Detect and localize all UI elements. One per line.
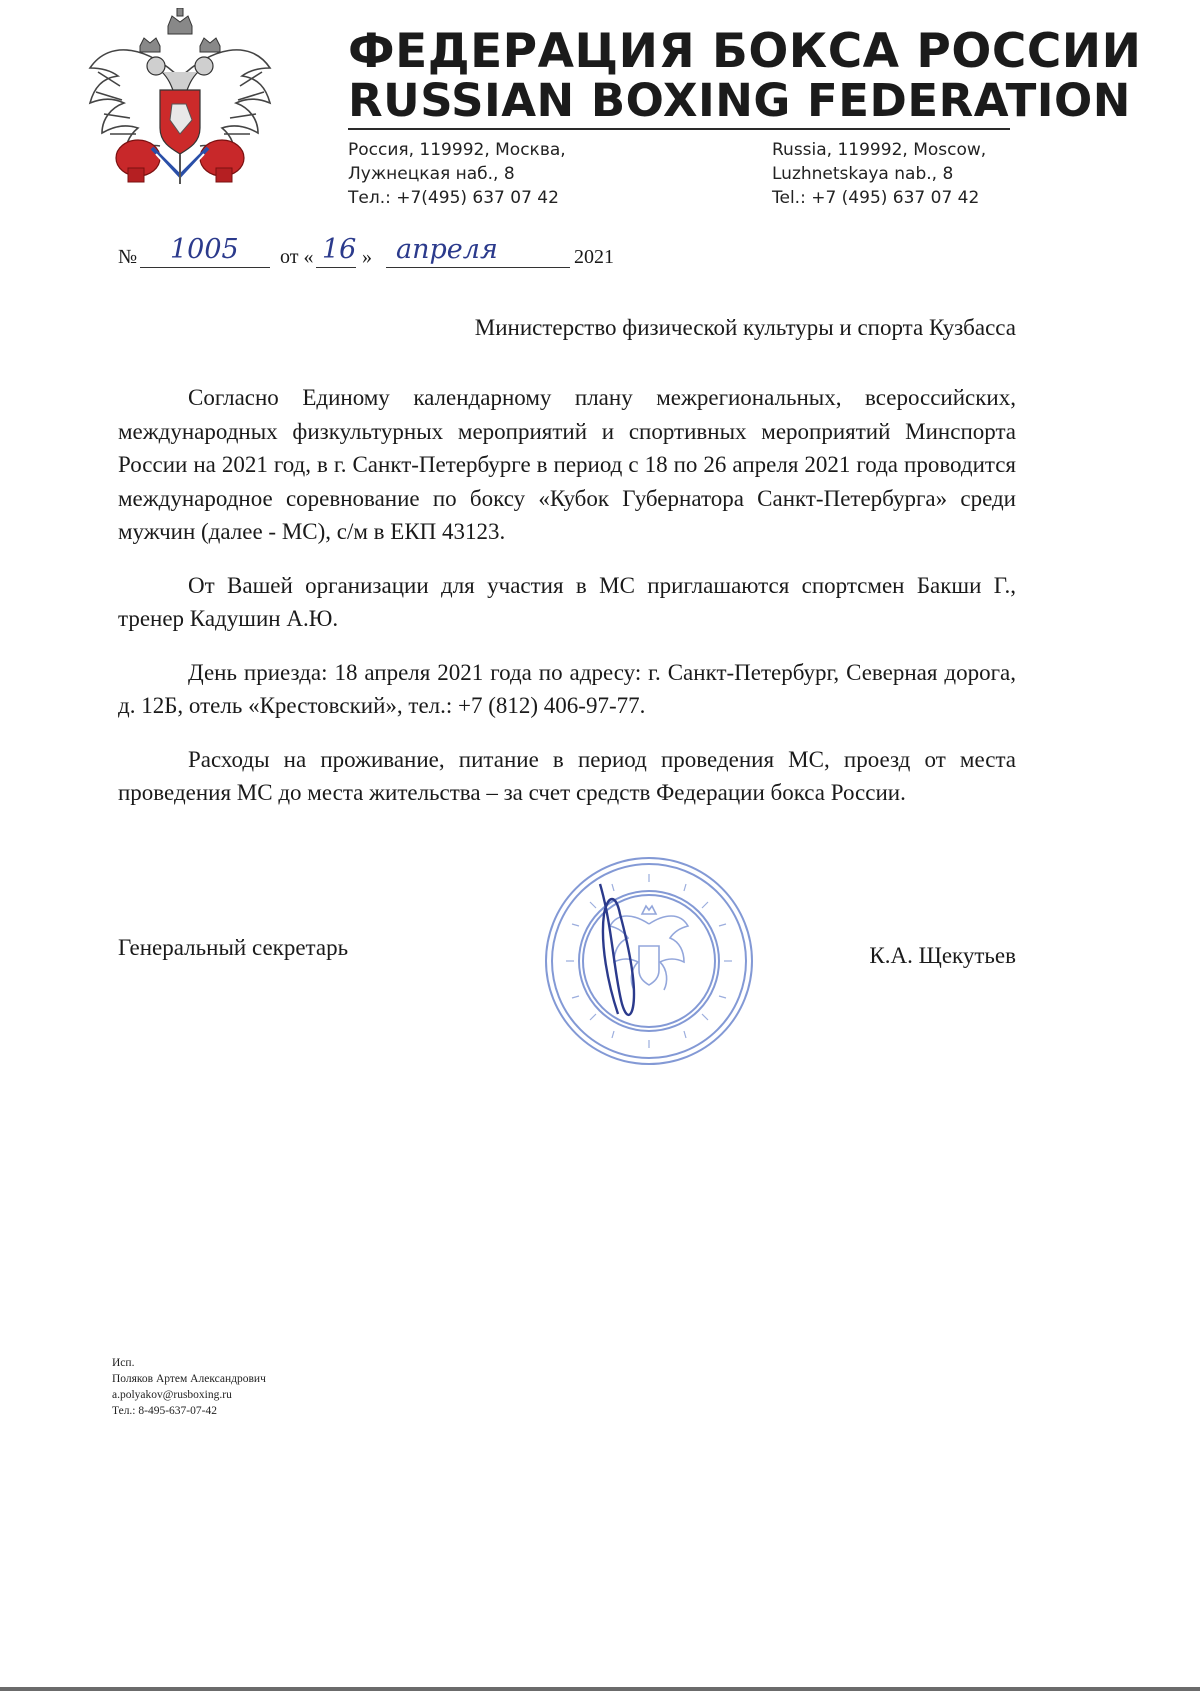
executor-email: a.polyakov@rusboxing.ru <box>112 1389 232 1401</box>
executor-block <box>112 1355 266 1419</box>
day-underline <box>316 267 356 268</box>
address-ru-line: Россия, 119992, Москва, <box>348 140 566 160</box>
number-underline <box>140 267 270 268</box>
date-label: от « <box>280 246 314 268</box>
executor-name: Поляков Артем Александрович <box>112 1373 266 1385</box>
body-paragraph: От Вашей организации для участия в МС приглашаются спортсмен Бакши Г., тренер Кадушин А.Ю. <box>118 572 1016 631</box>
month-value: апреля <box>396 234 498 265</box>
org-name-en: RUSSIAN BOXING FEDERATION <box>348 74 1131 127</box>
executor-label: Исп. <box>112 1357 135 1369</box>
address-ru-line: Лужнецкая наб., 8 <box>348 164 515 184</box>
letter-body <box>118 381 1016 810</box>
body-paragraph: Согласно Единому календарному плану межрегиональных, всероссийских, международных физкультурных мероприятий и спортивных мероприятий Минспорта России на 2021 год, в г. Санкт-Петербурге в период с 18 по 26 апреля 2021 года проводится международное соревнование по боксу «Кубок Губернатора Санкт-Петербурга» среди мужчин (далее - МС), с/м в ЕКП 43123. <box>118 385 1016 544</box>
address-en <box>772 138 986 210</box>
signatory-name: К.А. Щекутьев <box>869 943 1016 968</box>
year: 2021 <box>574 246 614 268</box>
number-label: № <box>118 246 138 268</box>
scan-bottom-edge <box>0 1687 1200 1691</box>
address-en-line: Russia, 119992, Moscow, <box>772 140 987 160</box>
body-paragraph: День приезда: 18 апреля 2021 года по адресу: г. Санкт-Петербург, Северная дорога, д. 12Б, отель «Крестовский», тел.: +7 (812) 406-97-77. <box>118 659 1016 718</box>
signature-row <box>118 935 1016 975</box>
header-divider <box>348 128 1010 130</box>
address-en-line: Tel.: +7 (495) 637 07 42 <box>772 188 980 208</box>
address-ru-line: Тел.: +7(495) 637 07 42 <box>348 188 559 208</box>
org-name-ru: ФЕДЕРАЦИЯ БОКСА РОССИИ <box>348 24 1142 79</box>
day-value: 16 <box>322 234 357 265</box>
address-en-line: Luzhnetskaya nab., 8 <box>772 164 954 184</box>
address-ru <box>348 138 566 210</box>
body-paragraph: Расходы на проживание, питание в период проведения МС, проезд от места проведения МС до места жительства – за счет средств Федерации бокса России. <box>118 746 1016 805</box>
month-underline <box>386 267 570 268</box>
eagle-emblem-icon <box>80 8 280 208</box>
executor-phone: Тел.: 8-495-637-07-42 <box>112 1405 217 1417</box>
day-close: » <box>362 246 372 268</box>
recipient: Министерство физической культуры и спорта Кузбасса <box>474 315 1016 340</box>
signatory-role: Генеральный секретарь <box>118 935 349 960</box>
reference-line <box>118 234 638 274</box>
number-value: 1005 <box>170 234 239 265</box>
